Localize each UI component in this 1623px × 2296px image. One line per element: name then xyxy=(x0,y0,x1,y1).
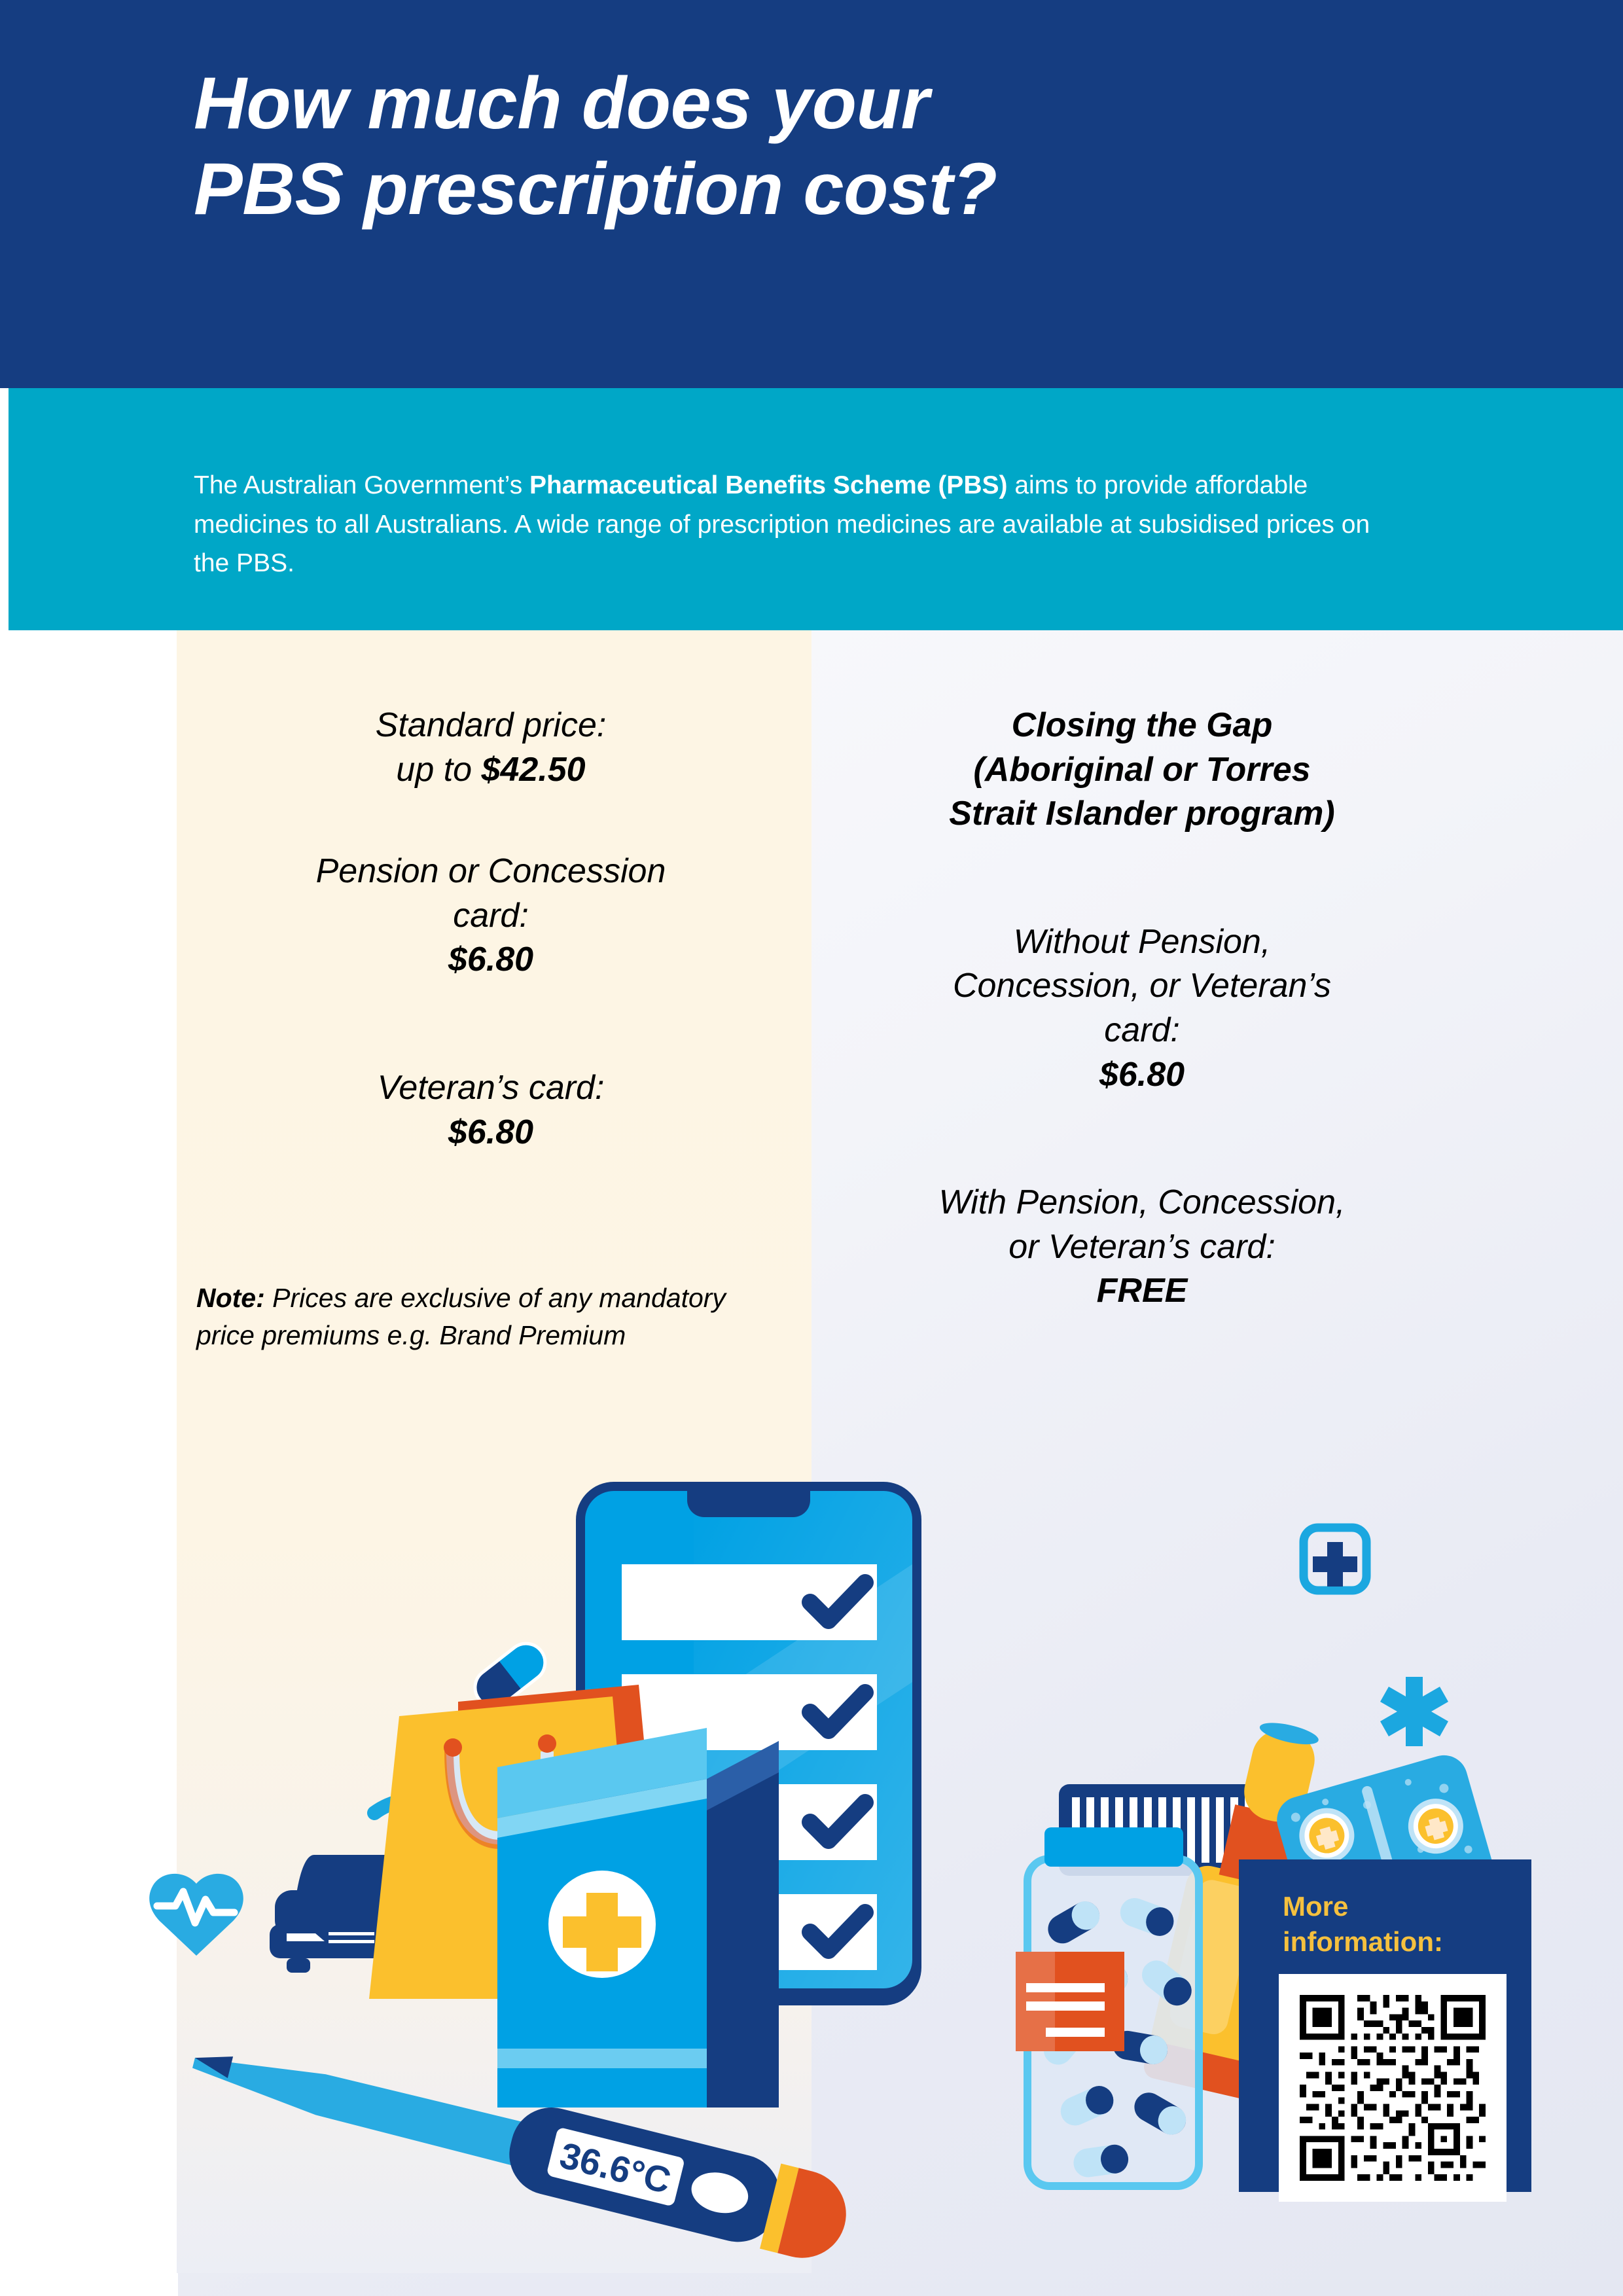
pension-concession-block xyxy=(196,850,785,982)
pension-amount: $6.80 xyxy=(448,941,534,979)
ctg-with-amount: FREE xyxy=(1096,1272,1188,1310)
intro-paragraph xyxy=(194,466,1391,583)
standard-price-block xyxy=(196,704,785,792)
spacer xyxy=(196,1018,785,1066)
page-title-line-2: PBS prescription cost? xyxy=(194,148,997,230)
standard-price-value-line xyxy=(196,748,785,793)
header-banner xyxy=(0,0,1623,388)
ctg-without-card-block xyxy=(847,920,1436,1097)
ctg-heading-line-3: Strait Islander program) xyxy=(949,795,1335,833)
medical-cross-icon xyxy=(1304,1528,1366,1590)
star-of-life-icon xyxy=(1380,1677,1448,1746)
spacer xyxy=(196,827,785,850)
standard-prices-column xyxy=(196,704,785,1380)
heart-pulse-icon xyxy=(149,1874,243,1956)
intro-text-part2: aims to provide affordable medicines to all Australians. A wide range of prescription medicines are available at subsidised prices on the PBS. xyxy=(194,471,1370,578)
ctg-heading-line-2: (Aboriginal or Torres xyxy=(973,750,1311,789)
veteran-card-block xyxy=(196,1066,785,1155)
ctg-without-label-line-2: Concession, or Veteran’s xyxy=(952,967,1332,1005)
standard-price-label: Standard price: xyxy=(375,706,607,744)
ctg-with-label-line-1: With Pension, Concession, xyxy=(938,1183,1346,1222)
blue-pharmacy-bag xyxy=(497,1728,779,2108)
ctg-with-label-line-2: or Veteran’s card: xyxy=(1008,1227,1275,1266)
intro-text-bold: Pharmaceutical Benefits Scheme (PBS) xyxy=(529,471,1008,499)
page-title xyxy=(194,60,1437,232)
ctg-with-card-block xyxy=(847,1181,1436,1314)
more-information-line-1: More xyxy=(1283,1891,1349,1922)
spacer xyxy=(847,872,1436,920)
spacer xyxy=(847,1132,1436,1181)
price-note-text: Prices are exclusive of any mandatory price premiums e.g. Brand Premium xyxy=(196,1283,726,1350)
qr-code[interactable] xyxy=(1300,1995,1486,2181)
ctg-heading-line-1: Closing the Gap xyxy=(1011,706,1273,744)
veteran-label: Veteran’s card: xyxy=(377,1068,605,1107)
more-information-line-2: information: xyxy=(1283,1926,1443,1957)
closing-the-gap-column xyxy=(847,704,1436,1314)
ctg-without-amount: $6.80 xyxy=(1099,1055,1185,1094)
thermometer-reading: 36.6°C xyxy=(556,2134,675,2202)
pension-label-line-1: Pension or Concession xyxy=(315,852,666,891)
price-note xyxy=(196,1280,785,1354)
page-title-line-1: How much does your xyxy=(194,62,929,144)
closing-the-gap-heading xyxy=(847,704,1436,836)
bottle-label xyxy=(1016,1952,1124,2051)
standard-price-amount: $42.50 xyxy=(481,750,586,789)
standard-price-prefix: up to xyxy=(396,750,482,789)
spacer xyxy=(196,1190,785,1253)
more-information-label xyxy=(1283,1889,1505,1960)
ctg-without-label-line-3: card: xyxy=(1104,1011,1180,1049)
intro-text-part1: The Australian Government’s xyxy=(194,471,530,499)
ctg-without-label-line-1: Without Pension, xyxy=(1013,922,1271,961)
veteran-amount: $6.80 xyxy=(448,1113,534,1151)
price-note-label: Note: xyxy=(196,1283,265,1314)
pill-bottle xyxy=(1016,1827,1199,2186)
pension-label-line-2: card: xyxy=(453,896,529,935)
